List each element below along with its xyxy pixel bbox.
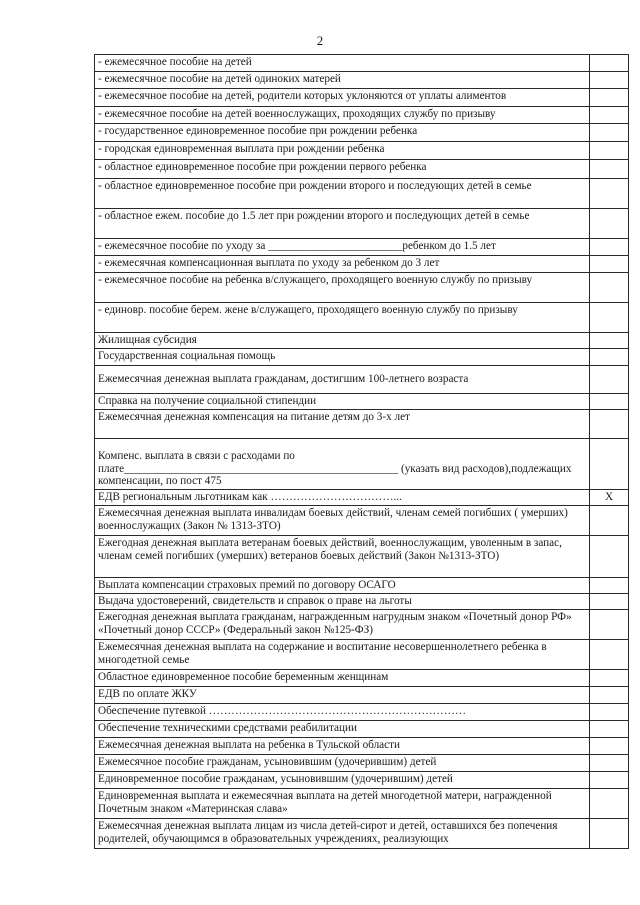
selection-cell[interactable] [590,578,629,594]
selection-cell[interactable] [590,670,629,687]
selection-cell[interactable] [590,179,629,209]
benefit-label [95,239,590,256]
selection-cell[interactable] [590,594,629,610]
selection-cell[interactable] [590,273,629,303]
benefit-text: Ежемесячная денежная выплата на ребенка в Тульской области [98,739,400,751]
table-row [95,89,629,107]
benefit-text: - ежемесячное пособие по уходу за ________________________ребенком до 1.5 лет [98,240,496,252]
table-row [95,640,629,670]
selection-cell[interactable] [590,333,629,349]
benefit-text: - областное единовременное пособие при рождении второго и последующих детей в семье [98,180,532,192]
selection-cell[interactable] [590,256,629,273]
table-row [95,594,629,610]
table-row [95,687,629,704]
table-row [95,394,629,410]
benefit-label [95,366,590,394]
benefit-text: Ежемесячная денежная выплата инвалидам боевых действий, членам семей погибших ( умерших) военнослужащих (Закон № 1313-ЗТО) [98,507,568,532]
benefit-text: Областное единовременное пособие беременным женщинам [98,671,389,683]
selection-cell[interactable] [590,55,629,72]
table-row [95,490,629,506]
benefit-label [95,755,590,772]
table-row [95,789,629,819]
table-row [95,273,629,303]
selection-cell[interactable] [590,394,629,410]
benefit-text: - ежемесячное пособие на детей военнослужащих, проходящих службу по призыву [98,108,496,120]
page-number: 2 [316,33,324,48]
benefit-label [95,72,590,89]
selection-cell[interactable] [590,142,629,160]
table-row [95,578,629,594]
benefit-label [95,410,590,439]
selection-cell[interactable] [590,239,629,256]
benefit-text: Обеспечение путевкой …………………………………………………………… [98,705,467,717]
benefit-text: Ежемесячная денежная компенсация на питание детям до 3-х лет [98,411,410,423]
benefit-label [95,209,590,239]
benefit-label [95,687,590,704]
selection-cell[interactable] [590,160,629,179]
benefit-text: Ежегодная денежная выплата гражданам, награжденным нагрудным знаком «Почетный донор РФ» «Почетный донор СССР» (Федеральный закон №125-ФЗ) [98,611,572,636]
selection-cell[interactable] [590,349,629,366]
benefit-text: - областное единовременное пособие при рождении первого ребенка [98,161,427,173]
table-row [95,536,629,578]
table-row [95,142,629,160]
benefit-label [95,772,590,789]
benefit-text: - государственное единовременное пособие при рождении ребенка [98,125,418,137]
table-row [95,721,629,738]
benefit-text: Единовременная выплата и ежемесячная выплата на детей многодетной матери, награжденной Почетным знаком «Материнская слава» [98,790,552,815]
table-row [95,160,629,179]
benefit-label [95,273,590,303]
benefit-label [95,142,590,160]
benefit-text: Справка на получение социальной стипендии [98,395,317,407]
benefit-label [95,160,590,179]
table-row [95,349,629,366]
benefit-text: - единовр. пособие берем. жене в/служащего, проходящего военную службу по призыву [98,304,518,316]
benefit-label [95,439,590,490]
benefit-label [95,179,590,209]
benefit-text: Обеспечение техническими средствами реабилитации [98,722,357,734]
selection-cell[interactable] [590,439,629,490]
benefit-label [95,721,590,738]
benefit-text: Ежемесячная денежная выплата лицам из числа детей-сирот и детей, оставшихся без попечения родителей, обучающимся в образовательных учреждениях, реализующих [98,820,558,845]
table-row [95,439,629,490]
benefit-text: Ежегодная денежная выплата ветеранам боевых действий, военнослужащим, уволенным в запас, членам семей погибших (умерших) ветеранов боевых действий (Закон №1313-ЗТО) [98,537,562,562]
benefit-text: Ежемесячная денежная выплата гражданам, достигшим 100-летнего возраста [98,373,469,386]
table-row [95,670,629,687]
benefit-label [95,303,590,333]
benefit-text: ЕДВ по оплате ЖКУ [98,688,197,700]
benefit-text: Выдача удостоверений, свидетельств и справок о праве на льготы [98,595,412,607]
table-row [95,303,629,333]
table-row [95,819,629,849]
selection-cell[interactable] [590,704,629,721]
benefit-label [95,394,590,410]
selection-cell[interactable] [590,789,629,819]
selection-cell[interactable] [590,610,629,640]
benefit-label [95,55,590,72]
benefit-label [95,89,590,107]
table-row [95,124,629,142]
selection-cell[interactable] [590,490,629,506]
selection-cell[interactable] [590,72,629,89]
benefit-text: Жилищная субсидия [98,334,197,346]
table-row [95,772,629,789]
benefit-label [95,536,590,578]
benefit-text: - ежемесячная компенсационная выплата по уходу за ребенком до 3 лет [98,257,440,269]
benefit-text: Ежемесячная денежная выплата на содержание и воспитание несовершеннолетнего ребенка в многодетной семье [98,641,547,666]
benefit-text: - городская единовременная выплата при рождении ребенка [98,143,385,155]
table-row [95,738,629,755]
benefit-label [95,594,590,610]
table-row [95,610,629,640]
benefit-label [95,789,590,819]
selection-cell[interactable] [590,687,629,704]
table-row [95,72,629,89]
benefit-text: Выплата компенсации страховых премий по договору ОСАГО [98,579,396,591]
selection-cell[interactable] [590,366,629,394]
table-row [95,239,629,256]
selection-cell[interactable] [590,506,629,536]
benefit-text: Компенс. выплата в связи с расходами по плате_________________________________________________ (указать вид расходов),подлежащих компенсации, по пост 475 [98,450,572,488]
benefit-text: ЕДВ региональным льготникам как ……………………………... [98,491,402,503]
benefit-label [95,256,590,273]
benefit-label [95,333,590,349]
table-row [95,209,629,239]
table-row [95,410,629,439]
benefit-label [95,490,590,506]
benefit-text: - ежемесячное пособие на детей, родители которых уклоняются от уплаты алиментов [98,90,507,102]
benefit-label [95,704,590,721]
benefit-label [95,738,590,755]
selection-cell[interactable] [590,640,629,670]
selection-mark: X [604,491,614,503]
benefit-text: Государственная социальная помощь [98,350,276,362]
selection-cell[interactable] [590,772,629,789]
benefits-table [94,54,629,849]
selection-cell[interactable] [590,738,629,755]
selection-cell[interactable] [590,303,629,333]
selection-cell[interactable] [590,89,629,107]
selection-cell[interactable] [590,755,629,772]
table-row [95,107,629,124]
table-row [95,506,629,536]
benefit-text: - областное ежем. пособие до 1.5 лет при рождении второго и последующих детей в семье [98,210,530,222]
benefit-label [95,506,590,536]
selection-cell[interactable] [590,721,629,738]
benefit-text: - ежемесячное пособие на ребенка в/служащего, проходящего военную службу по призыву [98,274,533,286]
table-row [95,704,629,721]
benefit-label [95,107,590,124]
benefit-label [95,578,590,594]
table-row [95,55,629,72]
benefit-text: - ежемесячное пособие на детей одиноких матерей [98,73,341,85]
benefit-label [95,610,590,640]
benefit-label [95,670,590,687]
table-row [95,256,629,273]
benefit-text: - ежемесячное пособие на детей [98,56,252,68]
benefit-label [95,349,590,366]
benefit-text: Единовременное пособие гражданам, усыновившим (удочерившим) детей [98,773,453,785]
table-row [95,366,629,394]
selection-cell[interactable] [590,107,629,124]
selection-cell[interactable] [590,124,629,142]
selection-cell[interactable] [590,819,629,849]
selection-cell[interactable] [590,410,629,439]
benefit-label [95,640,590,670]
benefit-label [95,124,590,142]
selection-cell[interactable] [590,536,629,578]
selection-cell[interactable] [590,209,629,239]
table-row [95,755,629,772]
benefit-text: Ежемесячное пособие гражданам, усыновившим (удочерившим) детей [98,756,437,768]
table-row [95,179,629,209]
table-row [95,333,629,349]
benefit-label [95,819,590,849]
